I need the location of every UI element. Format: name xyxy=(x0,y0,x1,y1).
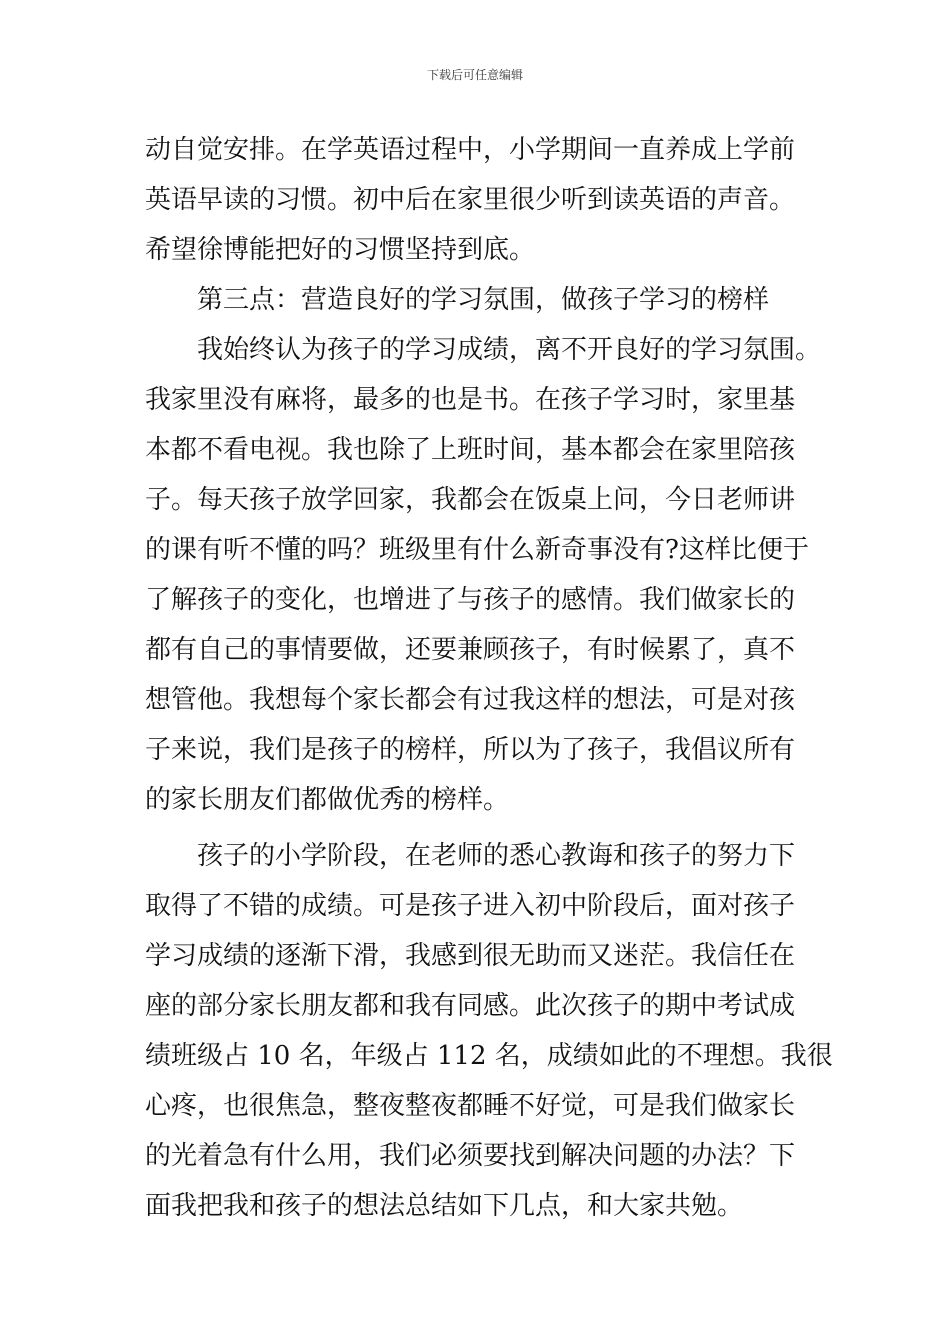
paragraph-middle-school xyxy=(145,831,833,1231)
text-line: 第三点：营造良好的学习氛围，做孩子学习的榜样 xyxy=(197,285,770,315)
text-line: 都有自己的事情要做，还要兼顾孩子，有时候累了，真不 xyxy=(145,635,796,665)
section-heading-third-point xyxy=(145,275,815,325)
text-line: 座的部分家长朋友都和我有同感。此次孩子的期中考试成 xyxy=(145,991,796,1021)
text-line: 我始终认为孩子的学习成绩，离不开良好的学习氛围。 xyxy=(197,335,822,365)
paragraph-continuation xyxy=(145,125,815,275)
text-line: 绩班级占 10 名，年级占 112 名，成绩如此的不理想。我很 xyxy=(145,1041,833,1071)
text-line: 面我把我和孩子的想法总结如下几点，和大家共勉。 xyxy=(145,1191,744,1221)
text-line: 取得了不错的成绩。可是孩子进入初中阶段后，面对孩子 xyxy=(145,891,796,921)
text-line: 了解孩子的变化，也增进了与孩子的感情。我们做家长的 xyxy=(145,585,796,615)
text-line: 想管他。我想每个家长都会有过我这样的想法，可是对孩 xyxy=(145,685,796,715)
text-line: 的家长朋友们都做优秀的榜样。 xyxy=(145,785,510,815)
page-header: 下载后可任意编辑 xyxy=(426,68,523,82)
text-line: 心疼，也很焦急，整夜整夜都睡不好觉，可是我们做家长 xyxy=(145,1091,796,1121)
text-line: 的课有听不懂的吗？班级里有什么新奇事没有?这样比便于 xyxy=(145,535,809,565)
paragraph-learning-atmosphere xyxy=(145,325,822,825)
document-body xyxy=(145,125,833,1231)
text-line: 动自觉安排。在学英语过程中，小学期间一直养成上学前 xyxy=(145,135,796,165)
text-line: 我家里没有麻将，最多的也是书。在孩子学习时，家里基 xyxy=(145,385,796,415)
text-line: 本都不看电视。我也除了上班时间，基本都会在家里陪孩 xyxy=(145,435,796,465)
text-line: 子来说，我们是孩子的榜样，所以为了孩子，我倡议所有 xyxy=(145,735,796,765)
text-line: 英语早读的习惯。初中后在家里很少听到读英语的声音。 xyxy=(145,185,796,215)
text-line: 孩子的小学阶段，在老师的悉心教诲和孩子的努力下 xyxy=(197,841,796,871)
text-line: 希望徐博能把好的习惯坚持到底。 xyxy=(145,235,536,265)
text-line: 学习成绩的逐渐下滑，我感到很无助而又迷茫。我信任在 xyxy=(145,941,796,971)
text-line: 的光着急有什么用，我们必须要找到解决问题的办法？下 xyxy=(145,1141,796,1171)
text-line: 子。每天孩子放学回家，我都会在饭桌上问，今日老师讲 xyxy=(145,485,796,515)
